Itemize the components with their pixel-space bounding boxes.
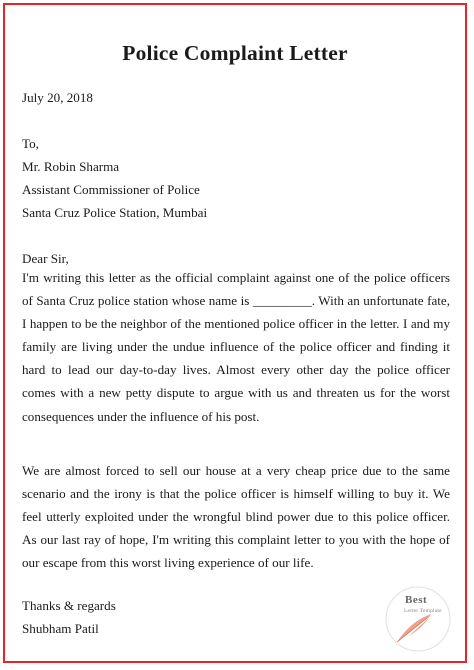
recipient-title: Assistant Commissioner of Police — [22, 182, 200, 197]
salutation: Dear Sir, — [22, 251, 69, 266]
recipient-name: Mr. Robin Sharma — [22, 159, 120, 174]
body-paragraph-1: I'm writing this letter as the official complaint against one of the police officers of Santa Cruz police station whose name is _________. With an unfortunate fate, I happen to be the neighbor of the mentioned police officer in the letter. I and my family are living under the undue influence of the police officer and finding it hard to lead our day-to-day lives. Almost every other day the police officer comes with a new petty dispute to argue with us and threaten us for the worst consequences under the influence of his post. — [22, 270, 450, 424]
recipient-address: Santa Cruz Police Station, Mumbai — [22, 205, 208, 220]
body-paragraph-2: We are almost forced to sell our house at a very cheap price due to the same scenario and the irony is that the police officer is himself willing to buy it. We feel utterly exploited under the wrongful blind power due to this police officer. As our last ray of hope, I'm writing this complaint letter to you with the hope of our escape from this worst living experience of our life. — [22, 463, 450, 571]
logo-text-best: Best — [405, 594, 428, 606]
logo-text-letter-template: Letter Template — [404, 608, 442, 614]
closing: Thanks & regards — [22, 598, 116, 613]
to-label: To, — [22, 136, 39, 151]
letter-title: Police Complaint Letter — [122, 41, 348, 65]
signature: Shubham Patil — [22, 621, 99, 636]
letter-date: July 20, 2018 — [22, 90, 93, 105]
